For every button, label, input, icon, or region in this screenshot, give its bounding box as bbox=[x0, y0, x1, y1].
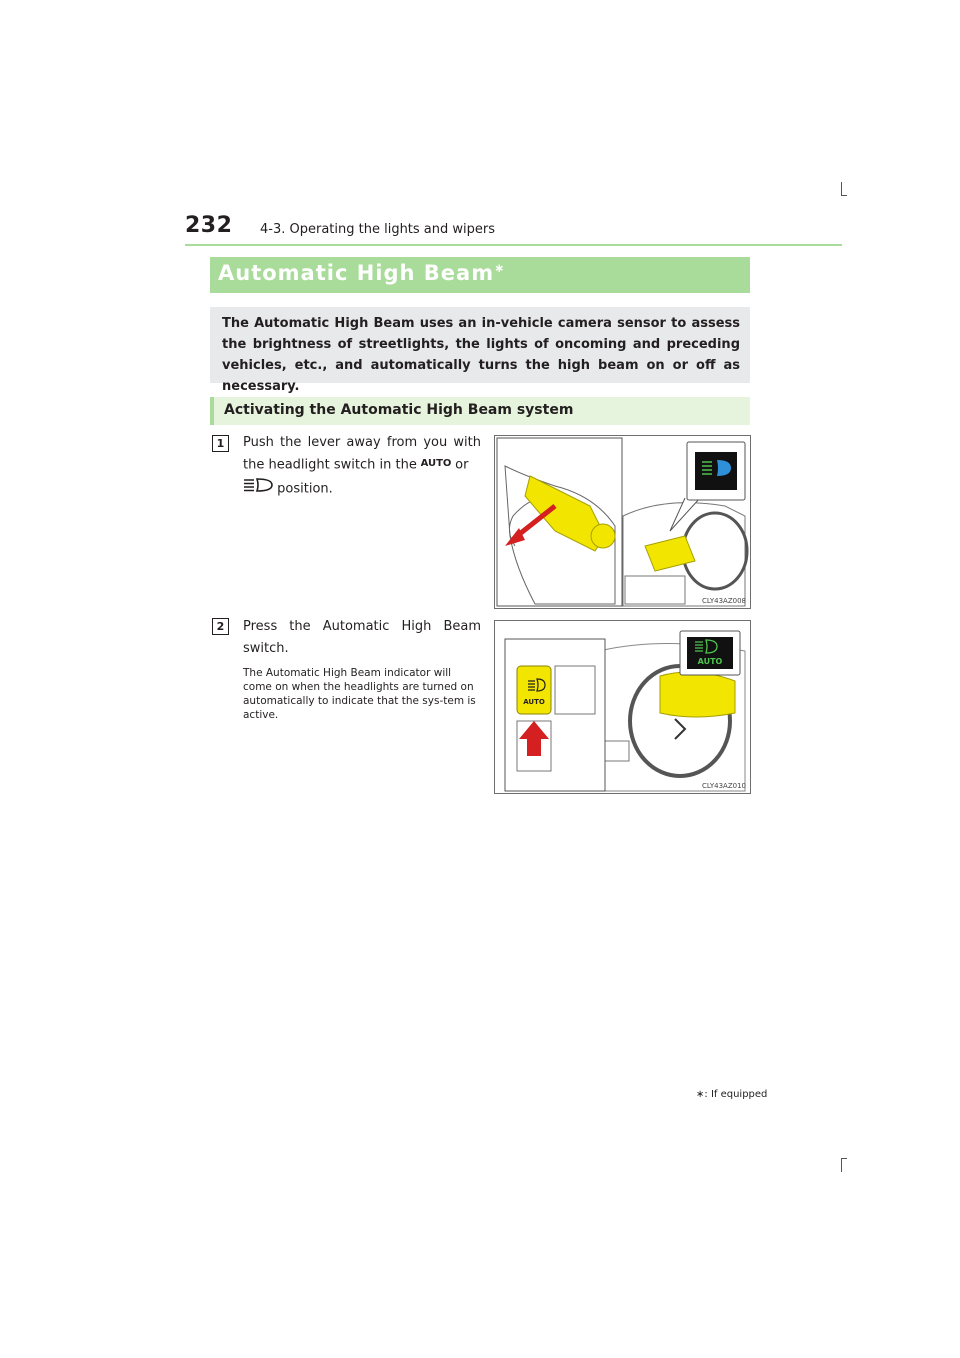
title-asterisk: ∗ bbox=[494, 261, 506, 275]
illustration-code-1: CLY43AZ008 bbox=[702, 597, 746, 605]
illustration-code-2: CLY43AZ010 bbox=[702, 782, 746, 790]
chapter-title: 4-3. Operating the lights and wipers bbox=[260, 222, 496, 237]
step-1-text-c: position. bbox=[277, 481, 333, 496]
crop-mark-top bbox=[841, 182, 842, 196]
crop-mark-bottom bbox=[841, 1158, 842, 1172]
title-bar bbox=[210, 257, 750, 293]
section-bar bbox=[210, 397, 750, 425]
footnote-text: : If equipped bbox=[704, 1089, 768, 1100]
page-title-text: Automatic High Beam bbox=[218, 261, 495, 285]
section-title: Activating the Automatic High Beam system bbox=[224, 402, 574, 418]
footnote bbox=[696, 1089, 767, 1100]
footnote-asterisk: ∗ bbox=[696, 1089, 705, 1100]
step-1-text bbox=[243, 432, 481, 501]
indicator-auto-label: AUTO bbox=[697, 657, 723, 666]
auto-icon bbox=[421, 454, 451, 476]
step-number-2: 2 bbox=[212, 618, 229, 635]
illustration-switch bbox=[494, 620, 751, 794]
auto-icon-label: AUTO bbox=[420, 458, 451, 468]
intro-box bbox=[210, 307, 750, 394]
headlight-icon bbox=[243, 477, 273, 501]
step-2-note: The Automatic High Beam indicator will come on when the headlights are turned on automatically to indicate that the sys-tem is active. bbox=[243, 667, 476, 721]
page-title bbox=[218, 261, 505, 285]
step-2-text: Press the Automatic High Beam switch. bbox=[243, 619, 481, 656]
switch-auto-label: AUTO bbox=[523, 698, 545, 706]
step-number-1: 1 bbox=[212, 435, 229, 452]
step-1-text-a: Push the lever away from you with the headlight switch in the bbox=[243, 435, 481, 473]
header-rule bbox=[185, 244, 842, 246]
page-number: 232 bbox=[185, 213, 233, 238]
intro-text: The Automatic High Beam uses an in-vehicle camera sensor to assess the brightness of streetlights, the lights of oncoming and preceding vehicles, etc., and automatically turns the high beam on or off as necessary. bbox=[222, 316, 740, 394]
illustration-lever bbox=[494, 435, 751, 609]
step-1-text-b: or bbox=[455, 457, 469, 473]
